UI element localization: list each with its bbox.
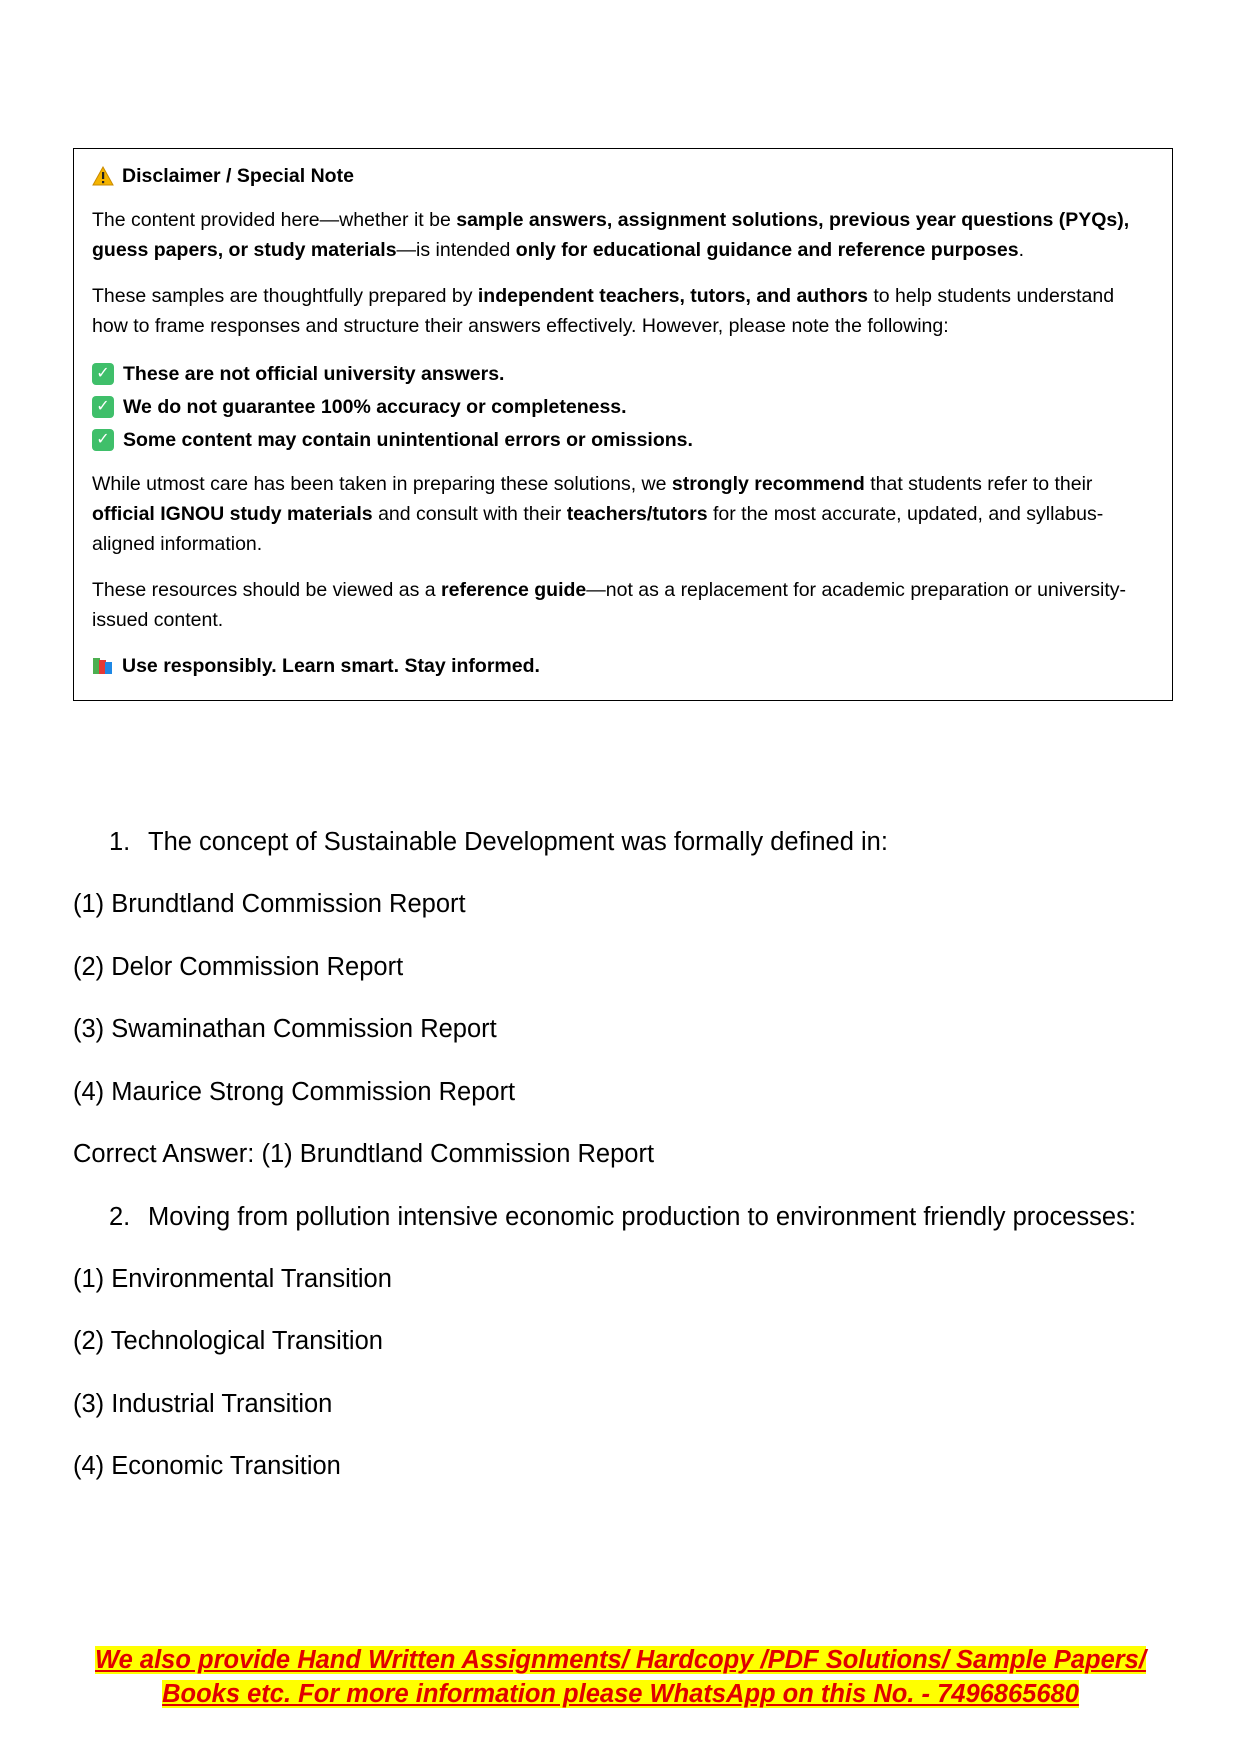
p3-text-c: that students refer to their [864, 473, 1093, 495]
p4-text-c: —not as a replacement for academic preparation or university-issued content. [92, 579, 1127, 631]
promo-line-1: We also provide Hand Written Assignments/ Hardcopy /PDF Solutions/ Sample Papers/ [95, 1646, 1146, 1674]
checklist-item-text: Some content may contain unintentional errors or omissions. [123, 428, 693, 451]
question-list [73, 823, 1173, 1510]
correct-answer: Correct Answer: (1) Brundtland Commission Report [73, 1140, 655, 1168]
p1-bold-d: only for educational guidance and reference purposes [515, 239, 1019, 261]
option: (1) Brundtland Commission Report [73, 890, 466, 918]
disclaimer-footer [92, 651, 1154, 681]
p1-text-c: —is intended [396, 239, 516, 261]
books-icon [92, 656, 114, 676]
question-1 [73, 823, 1173, 861]
p3-text-g: for the most accurate, updated, and syllabus-aligned information. [92, 503, 1104, 555]
disclaimer-paragraph-1 [92, 205, 1154, 265]
p1-bold-b: sample answers, assignment solutions, previous year questions (PYQs), guess papers, or study materials [92, 209, 1130, 261]
disclaimer-footer-text: Use responsibly. Learn smart. Stay informed. [122, 655, 540, 677]
checklist-item-text: We do not guarantee 100% accuracy or completeness. [123, 395, 627, 418]
option: (2) Delor Commission Report [73, 952, 404, 981]
option: (3) Swaminathan Commission Report [73, 1015, 497, 1043]
disclaimer-paragraph-3 [92, 469, 1154, 559]
p2-text-c: to help students understand how to frame responses and structure their answers effectively. However, please note the following: [92, 285, 1115, 337]
checklist [92, 357, 1154, 456]
question-number: 1. [109, 828, 131, 856]
check-mark-icon: ✓ [92, 363, 114, 385]
promo-line-2: Books etc. For more information please WhatsApp on this No. - 7496865680 [162, 1680, 1079, 1708]
p2-bold-b: independent teachers, tutors, and authors [477, 285, 868, 307]
question-text: The concept of Sustainable Development was formally defined in: [148, 828, 888, 856]
warning-icon [92, 166, 114, 186]
option: (4) Economic Transition [73, 1452, 341, 1480]
checklist-item-text: These are not official university answers. [123, 362, 505, 385]
p3-bold-d: official IGNOU study materials [92, 503, 373, 525]
disclaimer-title: Disclaimer / Special Note [122, 165, 354, 187]
question-2 [73, 1198, 1173, 1236]
disclaimer-paragraph-4 [92, 575, 1154, 635]
option: (1) Environmental Transition [73, 1264, 392, 1293]
checklist-item [92, 357, 1154, 390]
disclaimer-box [73, 148, 1173, 701]
p4-text-a: These resources should be viewed as a [92, 579, 442, 601]
check-mark-icon: ✓ [92, 429, 114, 451]
p3-bold-b: strongly recommend [671, 473, 865, 495]
p3-text-e: and consult with their [372, 503, 567, 525]
checklist-item [92, 423, 1154, 456]
checklist-item [92, 390, 1154, 423]
question-number: 2. [109, 1202, 131, 1231]
p4-bold-b: reference guide [441, 579, 587, 601]
p3-bold-f: teachers/tutors [566, 503, 708, 525]
option: (2) Technological Transition [73, 1327, 383, 1355]
p1-text-a: The content provided here—whether it be [92, 209, 457, 231]
question-text: Moving from pollution intensive economic production to environment friendly processes: [148, 1202, 1136, 1231]
promo-banner [0, 1643, 1241, 1711]
p1-text-e: . [1018, 239, 1025, 261]
p3-text-a: While utmost care has been taken in preparing these solutions, we [92, 473, 672, 495]
disclaimer-paragraph-2 [92, 281, 1154, 341]
p2-text-a: These samples are thoughtfully prepared by [92, 285, 478, 307]
option: (3) Industrial Transition [73, 1389, 333, 1418]
option: (4) Maurice Strong Commission Report [73, 1077, 516, 1106]
disclaimer-heading [92, 161, 1154, 191]
check-mark-icon: ✓ [92, 396, 114, 418]
